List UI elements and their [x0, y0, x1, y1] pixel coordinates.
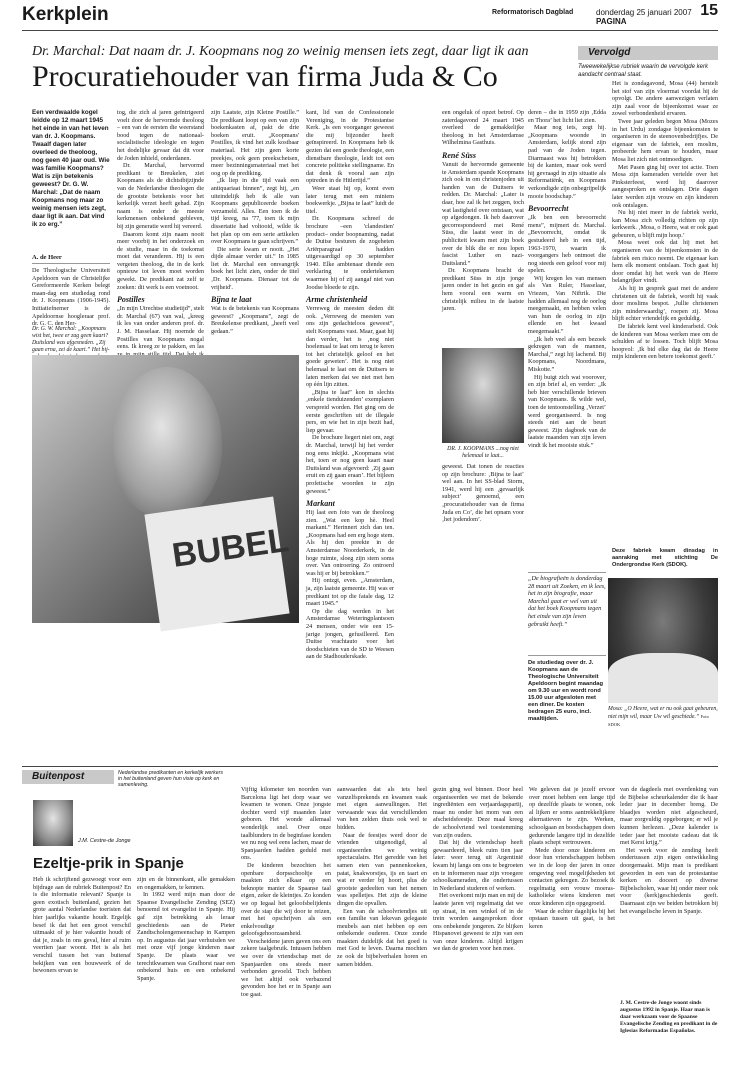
page-number: 15 [700, 2, 718, 19]
photo-credit: Foto SDOK [608, 714, 709, 727]
studiedag-note: De studiedag over dr. J. Koopmans aan de Theologische Universiteit Apeldoorn begint maandag om 9.30 uur en wordt rond 15.00 uur afgesloten met een diner. De kosten bedragen 25 euro, incl. maaltijden. [528, 660, 604, 722]
byline-divider [32, 263, 110, 264]
paragraph: Weer staat hij op, komt even later terug met een miniem boekwerkje. „Bijna te laat” luidt de titel. [306, 184, 394, 215]
page-header [22, 0, 718, 30]
paragraph: aanwaarden dat als iets heel vanzelfsprekends en kwamen vaak met eigen aanwullingen. Het verwaande was dat verschillenden van hen zelden thuis ook wel te bidden. [337, 786, 427, 831]
paragraph: Naar de feestjes werd door de vrienden uitgenodigd, al organiseerden we weinig spectaculairs. Het geredde van het samen eten van pannenkoeken, patat, knakworstjes, ijs en taart en wat er verder bij hoort, plus de grootste gedeelten van het nemen was spelletjes. Het zijn de kleine dingen die opvallen. [337, 831, 427, 907]
article-column-5 [442, 109, 524, 345]
article-intro: Een verdwaalde kogel leidde op 12 maart 1945 het einde in van het leven van dr. J. Koopmans. Twaalf dagen later overleed de theoloog, nog geen 40 jaar oud. Wie was familie Koopmans? Wat is zijn betekenis geweest? Dr. G. W. Marchal: „Dat de naam Koopmans nog maar zo weinig mensen iets zegt, daar ligt ik aan. Dat vind ik zo erg.” [32, 109, 110, 228]
paragraph: We geleven dat je jezelf ervoor over moet hebben een lange tijd op dezelfde plaats te wonen, ook al lijken er soms aantrekkelijkere alternatieven te zijn. Werken, schoolgaan en boodschappen doen gedurende langere tijd in dezelfde plaats schept vertrouwen. [529, 786, 615, 847]
paragraph: Vijftig kilometer ten noorden van Barcelona ligt het dorp waar we kwamen te wonen. Onze jongste dochter werd vijf maanden later geboren. Het wonde allemaal wonderlijk snel. Over onze taalblunders in de beginfase konden we nu nog wel eens lachen, maar de Spanjaarden hadden geduld met ons. [241, 786, 331, 862]
caption-text: Mosa: „O Heere, wat er nu ook gaat gebeuren, niet mijn wil, maar Uw wil geschiede.” [608, 706, 718, 720]
vervolgd-label: Vervolgd [578, 46, 718, 60]
paragraph: Met Pasen ging hij over tot actie. Toen Mosa zijn kameraden vertelde over het Pinksterfeest, werd hij daarover aangesproken en ontslagen. Drie dagen later werden zijn vrouw en zijn kinderen ook ontslagen. [612, 163, 718, 209]
article-column-3 [211, 109, 299, 353]
paragraph: De fabriek kent veel kinderarbeid. Ook de kinderen van Mosa werken mee om de schulden af te lossen. Toch blijft Mosa hoopvol: ‚Ik bid elke dag dat de Heere mijn kinderen een betere toekomst geeft.’ [612, 323, 718, 361]
paragraph: „Ik heb veel als een bezoek gekregen van de mannen, Marchal,” zegt hij lachend. Bij Koopmans, Noordmans, Miskotte.” [528, 335, 606, 373]
paragraph: zijn en de binnenkant, alle gemakken en ongemakken, te kennen. [137, 876, 235, 891]
paragraph: „Bijna te laat” kon in slechts ‚enkele tienduizenden’ exemplaren verspreid worden. Het ging om de eerste geschriften uit de illegale pers, en wie het in zijn bezit had, liep gevaar. [306, 388, 394, 434]
photo-2-caption: DR. J. KOOPMANS ...nog niet helemaal te laat... [447, 446, 519, 459]
paragraph: De Theologische Universiteit Apeldoorn van de Christelijke Gereformeerde Kerken belegt maan-dag een studiedag rond dr. J. Koopmans (1906-1945). Initiatiefnemer is de Apeldoornse hoogleraar prof. dr. G. C. den Her- [32, 267, 110, 328]
brand-name: Reformatorisch Dagblad [492, 9, 574, 16]
paragraph: Verscheidene jaren gaven ons een zekere taalgebruik. Intussen hebben we over de vriendschap met de Spanjaarden ons steeds meer verbonden gevoeld. Toch hebben we het altijd ook verbazend gevonden hoe het er in Spanje aan toe gaat. [241, 937, 331, 999]
paragraph: Daarom komt zijn naam nooit meer voorbij in het onderzoek en de studie, maar in de toekomst moet dat veranderen. Hij is een vergeten theoloog, die in de kerk opnieuw tot leven moet worden gewekt. De predikant zat zelf te zoeken: dit werk is een voetnoot. [117, 230, 204, 291]
article-column-5b [442, 463, 524, 763]
subheading-rene-suss: René Süss [442, 150, 477, 160]
paragraph: Mede door onze kinderen en door hun vriendschappen hebben we in de loop der jaren in onze omgeving veel mogelijkheden tot contacten gekregen. Zo bezoek ik regelmatig een vrouw moeras-katholieke wiens kinderen met onze kinderen zijn opgegroeid. [529, 846, 615, 907]
header-divider [22, 30, 718, 31]
article-column-1 [32, 267, 110, 328]
paragraph: Op die dag werden in het Amsterdamse Weteringplantsoen 24 mensen, onder wie een 15-jarige jongen, gefusilleerd. Een Duitse vrachtauto voer het doodschieten van de SD te Weesen aan de Stadhouderskade. [306, 607, 394, 661]
paragraph: Het werk voor de zending heeft ondertussen zijn eigen ontwikkeling doorgemaakt. Mijn man is predikant geworden in een van de protestantse kerken en doceert op diverse Bijbelscholen, waar hij onder meer ook voor (kerk)geschiedenis geeft. Daarnaast zijn we beiden betrokken bij het evangelische leven in Spanje. [620, 846, 718, 915]
buitenpost-label: Buitenpost [22, 770, 114, 784]
paragraph: Dr. Marchal, hervormd predikant te Breukelen, ziet Koopmans als de dichtstbijzijnde van de Nederlandse theologen die de grootste betekenis voor het kerkelijk verzet heeft gehad. Zijn naam is onder de meeste kerkmensen onbekend gebleven, bij zijn generatie werd hij vereerd. [117, 162, 204, 230]
author-note: J. M. Cestre-de Jonge woont sinds augustus 1992 in Spanje. Haar man is daar werkzaam voor de Spaanse Evangelische Zending en predikant in de Iglesias Reformadas Españolas. [620, 1000, 718, 1034]
paragraph: Hij buigt zich wat voorover, en zijn brief al, en verder: „Ik heb hier verschillende brieven van Koopmans. Ik wilde wel, toen de tentoonstelling ‚Verzet’ werd georganiseerd. Is nog steeds niet aan de beurt geweest. Zijn dagboek van de laatste maanden van zijn leven vindt ik het mooiste stuk.” [528, 373, 606, 449]
paragraph: een ongeluk of opzet betrof. Op zaterdagavond 24 maart 1945 overleed de gemakkelijke theoloog in het Amsterdamse Wilhelmina Gasthuis. [442, 109, 524, 147]
author-photo-caption: J.M. Cestre-de Jonge [78, 838, 131, 844]
article-column-2 [117, 109, 204, 353]
paragraph: gezin ging wel binnen. Door heel organiseerden we met de bekende ingrediënten een verjaardagspartij, maar nu onder het mom van een afscheidsfeestje. Deze maal kreeg de schoolvriend wel toestemming van zijn ouders. [433, 786, 523, 839]
pull-quote: „De biografieën is donderdag 28 maart uit Zoeken, en ik lees, het in zijn biografie, maar Marchal gaat er wel van uit dat het boek Koopmans tegen het einde van zijn leven gebruikt heeft.” [528, 575, 606, 628]
paragraph: Verreweg de meesten deden dit ook. „Verreweg de meesten van ons zijn gedachteloos geweest”, stelt Koopmans vast. Maar, gaat hij dan verder, het is ‚nog niet hoelemaal te laat om terug te keren tot het christelijk geloof en het goede geweten’. Het is nog niet helemaal te laat om de Duitsers te laten merken dat we niet met hen op één lijn zitten. [306, 305, 394, 389]
section-title: Kerkplein [22, 4, 109, 25]
paragraph: Als hij in gesprek gaat met de andere christenen uit de fabriek, wordt hij vaak door moslims bespot. ‚Jullie christenen zijn minderwaardig’, roepen zij. Mosa blijft echter vriendelijk en geduldig. [612, 285, 718, 323]
caption-text: Dr. G. W. Marchal: „Koopmans wist het, twee er zag geen kaart? Duitsland was afgesneden. „Zij gaan erna, zei de kaart.” Het bij- [32, 326, 110, 353]
photo-3-caption [608, 706, 718, 730]
subheading-arme-christenheid: Arme christenheid [306, 295, 368, 305]
buitenpost-column-5 [433, 786, 523, 1064]
buitenpost-column-2 [137, 876, 235, 1064]
paragraph: Dr. Koopmans bracht de predikant Süss in zijn jonge jaren onder in het gezin en gaf hem vooral een warm en christelijk milieu in de laatste jaren. [442, 267, 524, 313]
book-illustration: BUBEL [144, 497, 289, 632]
paragraph: van de dagdeels met overdenking van de Bijbelse scheurkalender die ik haar leder jaar in december breng. De blaadjes worden niet afgescheurd, maar zorgvuldig opgeborgen; er wil je kunnen herlezen. „Deze kalender is ieder jaar het mooiste cadeau dat ik met Kerst krijg.” [620, 786, 718, 847]
paragraph: Twee jaar geleden begon Mosa (Mozes in het Urdu) zondagse bijeenkomsten te organiseren in de steenovenbedrijfjes. De eigenaar van de fabriek, een moslim, probeerde hem ervan te houden, maar Mosa liet zich niet ontmoedigen. [612, 117, 718, 163]
paragraph: Die serie kwam er nooit. „Het dijde almaar verder uit.” In 1985 liet dr. Marchal een omvangrijk boek het licht zien, onder de titel ‚Dr. Koopmans. Dienaar tot de vrijheid'. [211, 245, 299, 291]
portrait-figure [112, 367, 222, 517]
buitenpost-divider [22, 766, 718, 767]
paragraph: De kinderen bezochten het openbare dorpsschooltje en maakten zich elkaar op een beknopte manier de Spaanse taal eigen, zeker de kleintjes. Zo konden we op Iegaal het geloofsbelijdenis over de stap die wij door te reizen, met het opschrijven als een enkelvoudige geloofsgehoorzaamheid. [241, 861, 331, 938]
photo-1-caption [32, 326, 110, 354]
article-kicker: Dr. Marchal: Dat naam dr. J. Koopmans nog zo weinig mensen iets zegt, daar ligt ik aan [32, 44, 529, 59]
paragraph: Hij ontzgt, even. „Amsterdam, ja, zijn laatste gemeente. Hij was er predikant tot op die fatale dag, 12 maart 1945.” [306, 577, 394, 608]
subheading-bevoorrecht: Bevoorrecht [528, 204, 569, 214]
paragraph: Het overkomt mijn man en mij de laatste jaren vrij regelmatig dat we op straat, in een winkel of in de trein worden aangesproken door ons onbekende jongeren. Ze blijken Hispanovet geweest te zijn van een van onze kinderen. Altijd krijgen we dan de groeten voor hen mee. [433, 892, 523, 953]
figure-shirt [608, 653, 718, 703]
paragraph: tog, die zich al jaren geïntrigeerd voelt door de hervormde theoloog – een van de eersten die weerstand bood tegen de nationaal-socialistische ideologie en tegen het dodelijke gevaar dat dit voor de Joden inhield, onderdanen. [117, 109, 204, 162]
paragraph: Waar de echter dagelijks bij het opstaan tussen uit gaat, is het keren [529, 907, 615, 930]
paragraph: Wat is de betekenis van Koopmans geweest? „Koopmans”, zegt de Breukelense predikant, „heeft veel gedaan.” [211, 305, 299, 336]
paragraph: Dr. Koopmans schreef de brochure –een 'clandestien' product– onder boopnaming, nadat de Duitse besturen de zogeheten Ariërparagraaf hadden uitgevaardigd op 30 september 1940. Elke ambtenaar diende een verklaring te ondertekenen waarmee hij of zij aangaf niet van Joodse bloede te zijn. [306, 215, 394, 291]
article-column-4 [306, 109, 394, 661]
paragraph: „Ik liep in die tijd vaak een antiquariaat binnen”, zegt hij, „en uiteindelijk heb ik alle van Koopmans gepubliceerde boeken verzameld. Alles. Een toen ik de tijd kreeg, na '77, toen ik mijn dissertatie had voltooid, wilde ik het plan op om een serie artikelen over Koopmans te gaan schrijven.” [211, 177, 299, 246]
paragraph: zijn Laatste, zijn Kleine Postille.” De predikant loopt op een van zijn boekenkasten af, pakt de drie boeken eruit. „Koopmans' Postilles, ik vind het zulk kostbaar materiaal. Het zijn geen korte preekjes, ook geen preekschetsen, meer bezinningsmateriaal met het oog op de prediking. [211, 109, 299, 177]
paragraph: In 1992 werd mijn man door de Spaanse Evangelische Zending (SEZ) benoemd tot evangelist in Spanje. Hij gaf zijn betrekking als leraar geschiedenis aan de Pieter Zandtscholengemeenschap in Kampen op. In augustus dat jaar verhuisden we met onze vijf jonge kinderen naar Spanje. De plaats waar we terechtkwamen was Grafhorst naar een onbekend huis en een onbekend Spanje. [137, 891, 235, 982]
buitenpost-column-3 [241, 786, 331, 1064]
quote-divider-top [528, 572, 606, 573]
paragraph: Maar nog iets, zegt hij. „Koopmans woonde in Amsterdam, kelijk stond zijn pad van de Joden tegen. Diarmaast was hij betrokken bij de kanten, maar ook werd hij gevraagd in zijn situatie als Reformatiënk, en Koopmans verkondigde zijn onbegrijpelijk mooie boodschap.” [528, 124, 607, 200]
paragraph: geweest. Dat tonen de reacties op zijn brochure: ‚Bijna te laat’ wel aan. In het SS-blad Storm, 1941, werd hij een ‚gevaarlijk subject’ genoemd, een ‚procuratiehouder van de firma Juda en Co’, die het opnam voor ‚het jodendom’. [442, 463, 524, 524]
pagina-label: PAGINA [596, 17, 627, 26]
paragraph: Het is zondagavond, Mosa (44) herstelt het stof van zijn vloermat voordat hij de opvolgt. De andere aanwezigen verlaten zijn zaal voor de bijeenkomst waar ze zowel verbondenheid ervaren. [612, 80, 718, 118]
author-photo [33, 800, 73, 846]
paragraph: Mosa weet ook dat hij met het organiseren van de bijeenkomsten in de fabriek een risico neemt. De eigenaar kan hem elk moment ontslaan. Toch gaat hij door omdat hij het werk van de Heere belangrijker vindt. [612, 239, 718, 285]
buitenpost-title: Ezeltje-prik in Spanje [33, 855, 184, 872]
paragraph: „Ik ben een bevoorrecht mens”, mijmert dr. Marchal. „Bevoorrecht, omdat ik gestudeerd heb in een tijd, 1963-1970, waarin ik voorgangers heb ontmoet die nog steeds een geloof voor mij spelen. [528, 214, 606, 275]
paragraph: kant, lid van de Confessionele Vereniging, in de Protestantse Kerk. „Is een voorganger geweest die mij bijzonder heeft geïnspireerd. In Koopmans heb ik gezien dat een goede theologie, een dienstbare theologie, leidt tot een concrete politieke stellingname. En dat denk ik vooral aan zijn optreden in de Hitlertijd.” [306, 109, 394, 185]
paragraph: Hij laat een foto van de theoloog zien. „Wat een kop hè. Heel markant.” Herinnert zich dan ten. „Koopmans had een erg hoge stem. Als hij den preekte in de Amsterdamse Noorderkerk, in de hoge ruimte, sloeg zijn stem soms over. Van ontroering. Zo ontroerd was hij er bij betrokken.” [306, 509, 394, 577]
article-column-6 [528, 109, 606, 571]
article-headline: Procuratiehouder van firma Juda & Co [32, 60, 498, 93]
photo-mosa [608, 578, 718, 703]
quote-divider-bottom [528, 655, 606, 656]
paragraph: Dat hij die vriendschap heeft gewaardeerd, bleek ruim tien jaar later: weer terug uit Argentinië kwam hij langs om ons te begroeten en te informeren naar zijn vroegere schoolkameraden, die ondertussen in Nederland studeren of werken. [433, 839, 523, 892]
buitenpost-description: Nederlandse predikanten en kerkelijk werkers in het buitenland geven hun visie op kerk en samenleving. [118, 770, 223, 789]
subheading-postilles: Postilles [117, 295, 145, 305]
photo-3-caption-top: Deze fabriek kwam dinsdag in aanraking met stichting De Ondergrondse Kerk (SDOK). [612, 548, 718, 568]
date-text: donderdag 25 januari 2007 [596, 8, 692, 17]
article-byline: A. de Heer [32, 254, 62, 261]
vervolgd-description: Tweewekelijkse rubriek waarin de vervolgde kerk aandacht centraal staat. [578, 64, 708, 78]
subheading-markant: Markant [306, 499, 335, 509]
paragraph: De brochure liegert niet om, zegt dr. Marchal, terwijl hij het verder nog eens inkijkt. „Koopmans wist het, toen er nog geen kaart naar Duitsland was afgevoerd: ‚Zij gaan eruit en zij gaan eraan’. Het bijleen profetische woorden te zijn geweest.” [306, 434, 394, 495]
paragraph: Heb ik schrijftend gezwoegt voor een bijdrage aan de rubriek Buitenpost? En is die informatie relevant? Spanje is geen exotisch buitenland, gezien het grote aantal Nederlandse toeristen dat hier jaarlijks vakantie houdt. Ergelijk besef ik dat het een groot verschil uitmaakt of je hier vakantie houdt of dat je, zoals in ons geval, hier al ruim veertien jaar woont. Het is als het verschil tussen het van buitenaf bekijken van een bouwwerk of de bewoners ervan te [33, 876, 131, 975]
paragraph: „In mijn Utrechtse studietijd”, stelt dr. Marchal (67) van wal, „kreeg ik les van onder anderen prof. dr. J. M. Hasselaar. Hij noemde de Postilles van Koopmans nogal eens. Ik kreeg ze te pakken, en las [117, 305, 204, 351]
buitenpost-column-4 [337, 786, 427, 1064]
buitenpost-column-7 [620, 786, 718, 994]
photo-koopmans-portrait [442, 348, 524, 443]
photo-marchal-with-book [32, 355, 299, 623]
paragraph: deren – die in 1959 zijn ‚Edda en Thora’ het licht liet zien. [528, 109, 606, 124]
subheading-bijna-te-laat: Bijna te laat [211, 295, 252, 305]
vervolgd-column-1 [612, 80, 718, 520]
paragraph: Vanuit de hervormde gemeente te Amsterdam spande Koopmans zich ook in om christenjoden uit handen van de Duitsers te redden. Dr. Marchal: „Later is daar, hoe zal ik het zeggen, toch wat lastigheid over ontstaan, wat op afgedongen. Ik heb daarover gecorrespondeerd met René Süss, die laatst weer in de publiciteit kwam met zijn boek over de blik die er nou lopen fascist Luther en nazi-Duitsland.” [442, 160, 524, 267]
buitenpost-column-1 [33, 876, 131, 1064]
buitenpost-column-6 [529, 786, 615, 1064]
paragraph: Nu hij niet meer in de fabriek werkt, kan Mosa zich volledig richten op zijn kerkwerk. ‚Mosa, o Heere, wat er ook gaat gebeuren, u blijft mijn hoop.’ [612, 209, 718, 239]
paragraph: Wij kregen les van mensen als Van Ruler, Hasselaar, Vriezen, Van Niftrik. Die hadden allemaal nog de oorlog meegemaakt, en hebben velen van hun de oorlog in zijn ellende en het kwaad meegemaakt.” [528, 274, 606, 336]
paragraph: Een van de schoolvriendjes uit een familie van lekevan gelegaste meubels aan niet hebben op een onbekende ouderen. Onze zonde maakten duidelijk dat het goed is met God te leven. Daarna mochten ze ook de bijbelverhalen horen en samen bidden. [337, 907, 427, 968]
